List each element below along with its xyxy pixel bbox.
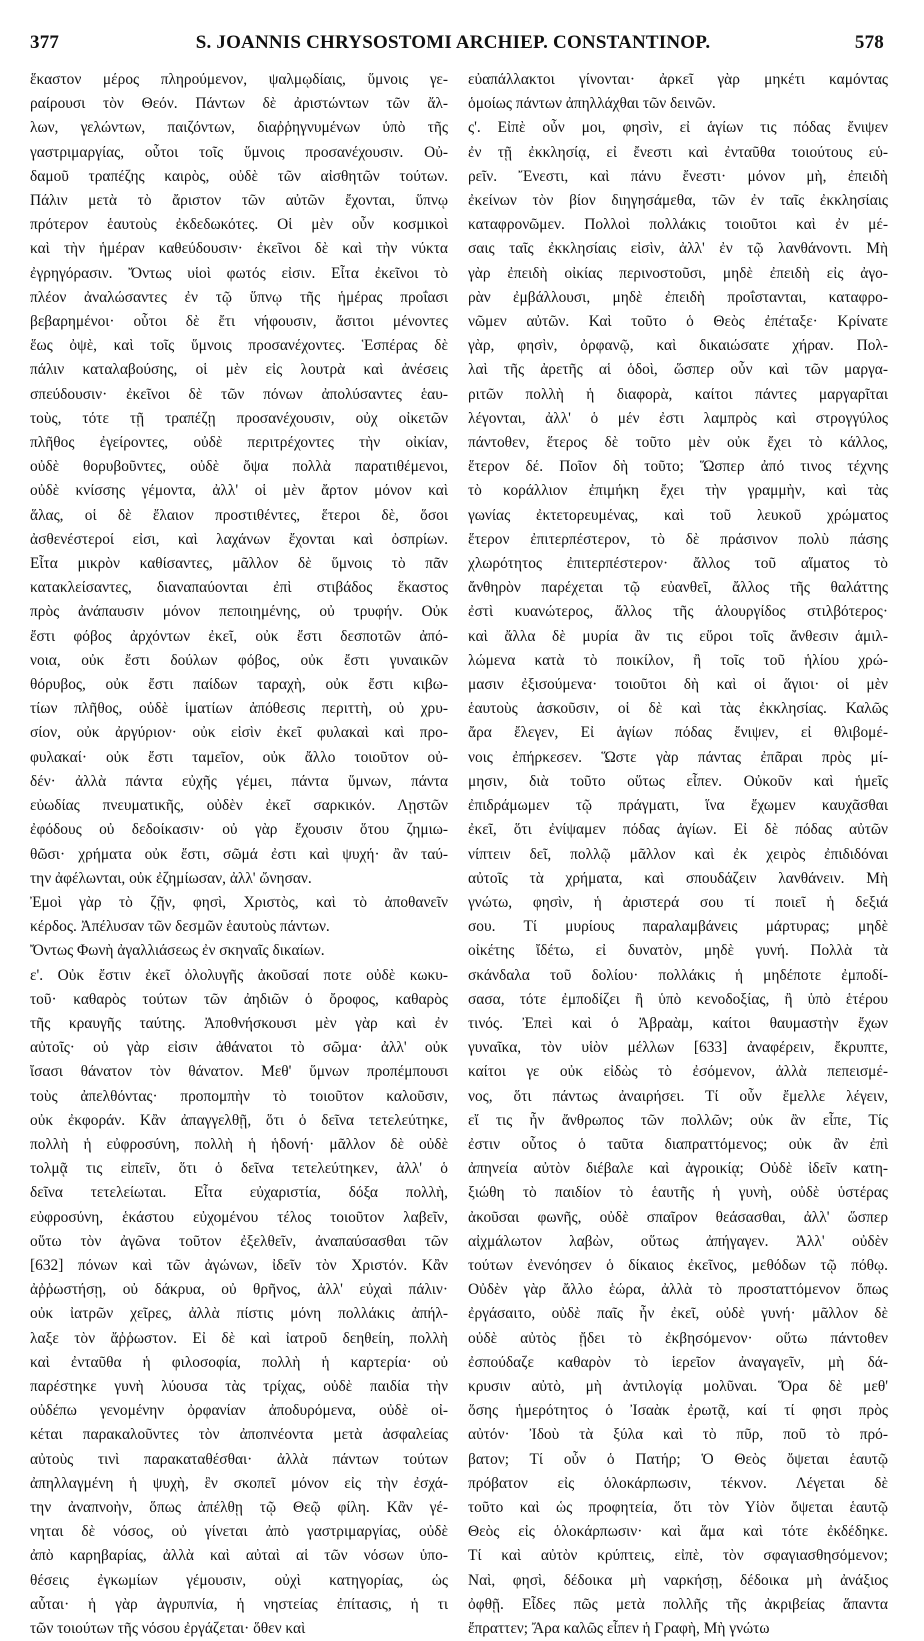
text-line: οὐκ ἐκφοράν. Κἂν ἀπαγγελθῇ, ὅτι ὁ δεῖνα τετελεύτηκε, (30, 1111, 448, 1129)
text-line: ἐστὶ κυανώτερος, ἄλλος τῆς ἁλουργίδος στιλβότερος· (468, 603, 888, 621)
text-line: γνώτω, φησὶν, ἡ ἀριστερά σου τί ποιεῖ ἡ δεξιά (468, 893, 888, 911)
text-line: δεῖνα τετελείωται. Εἶτα εὐχαριστία, δόξα πολλὴ, (30, 1184, 448, 1202)
text-line: τούτων ἐνενόησεν ὁ δίκαιος ἐκεῖνος, μεθόδων τῷ πόθῳ. (468, 1256, 888, 1274)
text-line: τοῦτο καὶ ὡς προφητεία, ὅτι τὸν Υἱὸν ὄψεται ἑαυτῷ (468, 1498, 888, 1516)
text-line: πρότερον ἑαυτοὺς ἐκδεδωκότες. Οἱ μὲν οὖν κοσμικοὶ (30, 216, 448, 234)
text-line: βατον; Τί οὖν ὁ Πατήρ; Ὁ Θεὸς ὄψεται ἑαυτῷ (468, 1450, 888, 1468)
running-title: S. JOANNIS CHRYSOSTOMI ARCHIEP. CONSTANTINOP. (195, 32, 711, 53)
text-line: σίον, οὐκ ἀργύριον· οὐκ εἰσὶν ἐκεῖ φυλακαὶ καὶ προ- (30, 724, 448, 742)
text-line: ἀπηνεία αὐτὸν διέβαλε καὶ ἀγροικίᾳ; Οὐδὲ ἰδεῖν κατη- (468, 1160, 888, 1178)
text-line: πρὸς ἀνάπαυσιν μόνον πεποιημένης, οὐ τρυφήν. Οὐκ (30, 603, 448, 621)
text-line: Οὐδὲν γὰρ ἄλλο ἑώρα, ἀλλὰ τὸ προσταττόμενον ὅπως (468, 1281, 888, 1299)
text-line: ἄρα ἔλεγεν, Εἰ ἁγίων πόδας ἔνιψεν, εἰ θλιβομέ- (468, 724, 888, 742)
text-line: ἕκαστον μέρος πληρούμενον, ψαλμῳδίαις, ὕμνοις γε- (30, 71, 448, 88)
text-line: καὶ ἐνταῦθα ἡ φιλοσοφία, πολλὴ ἡ καρτερία· οὐ (30, 1353, 448, 1371)
text-line: λαὶ τῆς ἀρετῆς αἱ ὁδοὶ, ὥσπερ οὖν καὶ τῶν μαργα- (468, 361, 888, 379)
text-line: Ναὶ, φησὶ, δέδοικα μὴ ναρκήσῃ, δέδοικα μὴ ἀνάξιος (468, 1571, 888, 1589)
text-line: ὅσης ἡμερότητος ὁ Ἰσαὰκ ἐρωτᾷ, καί τί φησι πρὸς (468, 1402, 888, 1420)
text-line: ε'. Οὐκ ἔστιν ἐκεῖ ὀλολυγῆς ἀκοῦσαί ποτε οὐδὲ κωκυ- (30, 966, 448, 984)
text-line: πρόβατον εἰς ὁλοκάρπωσιν, τέκνον. Λέγεται δὲ (468, 1474, 888, 1492)
text-line: κέρδος. Ἀπέλυσαν τῶν δεσμῶν ἑαυτοὺς πάντων. (30, 918, 330, 936)
text-line: ἴσασι θάνατον τὸν θάνατον. Μεθ' ὕμνων προπέμπουσι (30, 1063, 448, 1081)
text-line: ἔπραττεν; Ἄρα καλῶς εἶπεν ἡ Γραφὴ, Μὴ γνώτω (468, 1620, 770, 1637)
text-line: νοις ἐπήρκεσεν. Ὥστε γὰρ πάντας ἐπᾶραι πρὸς μί- (468, 748, 888, 766)
text-line: γυναῖκα, τὸν υἱὸν μέλλων [633] ἀναφέρειν, ἔκρυπτε, (468, 1039, 888, 1057)
text-line: νηται δὲ νόσος, οὐ γίνεται ἀπὸ γαστριμαργίας, οὐδὲ (30, 1523, 448, 1541)
text-line: νῶμεν αὐτῶν. Καὶ τοῦτο ὁ Θεὸς ἐπέταξε· Κρίνατε (468, 313, 888, 331)
text-line: ὁμοίως πάντων ἀπηλλάχθαι τῶν δεινῶν. (468, 95, 716, 113)
text-line: ξιώθη τὸ παιδίον τὸ ἑαυτῆς ἡ γυνὴ, οὐδὲ ὑστέρας (468, 1184, 888, 1202)
text-line: ἐν τῇ ἐκκλησίᾳ, εἰ ἔνεστι καὶ ἐνταῦθα τοιούτους εὑ- (468, 143, 888, 161)
text-line: ὀφθῇ. Εἶδες πῶς μετὰ πολλῆς τῆς ἀκριβείας ἅπαντα (468, 1595, 888, 1613)
text-line: λων, γελώντων, παιζόντων, διαῤῥηγνυμένων ὑπὸ τῆς (30, 119, 448, 137)
text-line: θόρυβος, οὐκ ἔστι παίδων ταραχὴ, οὐκ ἔστι κιβω- (30, 676, 448, 694)
text-line: ἐσπούδαζε καθαρὸν τὸ ἱερεῖον ἀναγαγεῖν, μὴ δά- (468, 1353, 888, 1371)
text-line: δαμοῦ τραπέζης καιρὸς, οὐδὲ τῶν αἰσθητῶν τούτων. (30, 167, 448, 185)
text-line: ἐπιδράμωμεν τῷ πράγματι, ἵνα ἔχωμεν καυχᾶσθαι (468, 797, 888, 815)
right-column (468, 68, 888, 1641)
text-line: οὐδὲ θορυβοῦντες, οὐδὲ ὄψα πολλὰ παρατιθέμενοι, (30, 458, 448, 476)
text-line: καὶ ἄλλα δὲ μυρία ἂν τις εὕροι τοῖς ἄνθεσιν ἁμιλ- (468, 627, 888, 645)
text-line: Ὄντως Φωνὴ ἀγαλλιάσεως ἐν σκηναῖς δικαίων. (30, 942, 325, 960)
text-line: σπεύδουσιν· ἐκεῖνοι δὲ τῶν πόνων ἀπολύσαντες ἑαυ- (30, 385, 448, 403)
text-line: εὐαπάλλακτοι γίνονται· ἀρκεῖ γὰρ μηκέτι καμόντας (468, 71, 888, 88)
text-line: Ἐμοὶ γὰρ τὸ ζῇν, φησὶ, Χριστὸς, καὶ τὸ ἀποθανεῖν (30, 893, 448, 911)
text-line: σασα, τότε ἐμποδίζει ἢ ὑπὸ κενοδοξίας, ἢ ὑπὸ ἑτέρου (468, 990, 888, 1008)
text-line: θῶσι· χρήματα οὐκ ἔστι, σῶμά ἐστι καὶ ψυχή· ἂν ταύ- (30, 845, 448, 863)
text-line: Εἶτα μικρὸν καθίσαντες, μᾶλλον δὲ ὕμνοις τὸ πᾶν (30, 555, 448, 573)
text-line: ἀσθενέστεροί εἰσι, καὶ λαχάνων ἔχονται καὶ ὀσπρίων. (30, 530, 448, 548)
text-line: γαστριμαργίας, οὗτοι τοῖς ὕμνοις προσανέχουσιν. Οὐ- (30, 143, 448, 161)
text-line: ἐστιν οὗτος ὁ ταῦτα διαπραττόμενος; οὐκ ἂν ἐπὶ (468, 1135, 888, 1153)
text-line: θέσεις ἐγκωμίων γέμουσιν, οὐχὶ κατηγορίας, ὡς (30, 1571, 448, 1589)
text-line: μησιν, διὰ τοῦτο οὕτως εἶπεν. Οὐκοῦν καὶ ἡμεῖς (468, 772, 888, 790)
text-line: ἕως ὀψὲ, καὶ τοῖς ὕμνοις προσανέχοντες. Ἑσπέρας δὲ (30, 337, 448, 355)
text-line: οὐδὲ αὐτὸς ᾔδει τὸ ἐκβησόμενον· οὕτω πάντοθεν (468, 1329, 888, 1347)
text-line: κρυσιν αὐτὸ, μὴ ἀντιλογίᾳ μολῦναι. Ὅρα δὲ μεθ' (468, 1377, 888, 1395)
text-line: ἐκεῖ, ὅτι ἐνίψαμεν πόδας ἁγίων. Εἰ δὲ πόδας αὐτῶν (468, 821, 888, 839)
text-line: ριτῶν πολλὴ ἡ διαφορὰ, καίτοι πάντες μαργαρῖται (468, 385, 888, 403)
text-line: ἅλας, οἱ δὲ ἔλαιον προστιθέντες, ἕτεροι δὲ, ὅσοι (30, 506, 448, 524)
text-line: τοὺς, τότε τῇ τραπέζῃ προσανέχουσιν, οὐχ οἰκετῶν (30, 409, 448, 427)
text-line: οὐδέπω γενομένην ὀρφανίαν ἀποδυρόμενα, οὐδὲ οἰ- (30, 1402, 448, 1420)
text-line: πάλιν καταλαβούσης, οἱ μὲν εἰς λουτρὰ καὶ ἀνέσεις (30, 361, 448, 379)
text-line: καὶ τὴν ἡμέραν καθεύδουσιν· ἐκεῖνοι δὲ καὶ τὴν νύκτα (30, 240, 448, 258)
text-line: αὐτοὺς τινὶ παρακαταθέσθαι· ἀλλὰ πάντων τούτων (30, 1450, 448, 1468)
text-line: αὐτοῖς· οὐ γὰρ εἰσιν ἀθάνατοι τὸ σῶμα· ἀλλ' οὐκ (30, 1039, 448, 1057)
left-page-number: 377 (30, 32, 60, 53)
text-line: γωνίας ἐκτετορευμένας, καὶ τοῦ λευκοῦ χρώματος (468, 506, 888, 524)
text-line: πολλὴ ἡ εὐφροσύνη, πολλὴ ἡ ἡδονή· μᾶλλον δὲ οὐδὲ (30, 1135, 448, 1153)
text-line: ἕτερον δέ. Ποῖον δὴ τοῦτο; Ὥσπερ ἀπό τινος τέχνης (468, 458, 888, 476)
text-line: τῆς κραυγῆς ταύτης. Ἀποθνήσκουσι μὲν γὰρ καὶ ἐν (30, 1014, 448, 1032)
text-line: αὗται· ἡ γὰρ ἀγρυπνία, ἡ νηστείας ἐπίτασις, ἡ τι (30, 1595, 448, 1613)
text-line: οὐκ ἰατρῶν χεῖρες, ἀλλὰ πίστις μόνη πολλάκις ἀπήλ- (30, 1305, 448, 1323)
text-line: λαξε τὸν ἄῤῥωστον. Εἰ δὲ καὶ ἰατροῦ δεηθείη, πολλὴ (30, 1329, 448, 1347)
text-line: ἀῤῥωστήσῃ, οὐ δάκρυα, οὐ θρῆνος, ἀλλ' εὐχαὶ πάλιν· (30, 1281, 448, 1299)
text-line: αὐτόν· Ἰδοὺ τὰ ξύλα καὶ τὸ πῦρ, ποῦ τὸ πρό- (468, 1426, 888, 1444)
text-line: πλῆθος ἐγείροντες, οὐδὲ περιτρέχοντες τὴν οἰκίαν, (30, 434, 448, 452)
text-line: οἰκέτης ἴδέτω, εἰ δυνατὸν, μηδὲ γυνή. Πολλὰ τὰ (468, 942, 888, 960)
text-line: τοὺς ἀπελθόντας· προπομπὴν τὸ τοιοῦτον καλοῦσιν, (30, 1087, 448, 1105)
text-line: ἐργάσαιτο, οὐδὲ παῖς ἦν ἐκεῖ, οὐδὲ γυνή· μᾶλλον δὲ (468, 1305, 888, 1323)
text-line: ἀπὸ καρηβαρίας, ἀλλὰ καὶ αὐταὶ αἱ τῶν νόσων ὑπο- (30, 1547, 448, 1565)
text-line: ς'. Εἰπὲ οὖν μοι, φησὶν, εἰ ἁγίων τις πόδας ἔνιψεν (468, 119, 888, 137)
text-line: την ἀναπνοὴν, ὅπως ἀπέλθῃ τῷ Θεῷ φίλη. Κἂν γέ- (30, 1498, 448, 1516)
text-line: τίων πλῆθος, οὐδὲ ἱματίων ἀπόθεσις περιττὴ, οὐ χρυ- (30, 700, 448, 718)
text-line: γὰρ ἐπειδὴ οἰκίας περινοστοῦσι, μηδὲ ἐπειδὴ εἰς ἀγο- (468, 264, 888, 282)
text-line: ἐφόδους οὐ δεδοίκασιν· οὐ γὰρ ἔχουσιν ὅτου ζημιω- (30, 821, 448, 839)
text-line: εὐφροσύνη, ἑκάστου εὐχομένου τέλος τοιοῦτον λαβεῖν, (30, 1208, 448, 1226)
text-line: κατακλείσαντες, διαναπαύονται ἐπὶ στιβάδος ἕκαστος (30, 579, 448, 597)
text-line: πάντοθεν, ἕτερος δὲ τοῦτο μὲν οὐκ ἔχει τὸ κάλλος, (468, 434, 888, 452)
text-line: ἑαυτοὺς ἀσκοῦσιν, οἱ δὲ καὶ τὰς ἐκκλησίας. Καλῶς (468, 700, 888, 718)
text-line: εὐωδίας πνευματικῆς, οὐδὲν ἐκεῖ σαρκικόν. Λῃστῶν (30, 797, 448, 815)
text-line: γὰρ, φησὶν, ὀρφανῷ, καὶ δικαιώσατε χήραν. Πολ- (468, 337, 888, 355)
text-line: ἐγρηγόρασιν. Ὄντως υἱοὶ φωτός εἰσιν. Εἶτα ἐκεῖνοι τὸ (30, 264, 448, 282)
text-line: τῶν τοιούτων τῆς νόσου ἐργάζεται· ὅθεν καὶ (30, 1620, 306, 1637)
text-line: ἔστι φόβος ἀρχόντων ἐκεῖ, οὐκ ἔστι δεσποτῶν ἀπό- (30, 627, 448, 645)
text-line: νος, ὅτι πάντως ἀναιρήσει. Τί οὖν ἔμελλε λέγειν, (468, 1087, 888, 1105)
text-line: κέται παρακαλοῦντες τὸν ἀποπνέοντα μετὰ ἀσφαλείας (30, 1426, 448, 1444)
text-line: νίπτειν δεῖ, πολλῷ μᾶλλον καὶ ἐκ χειρὸς ἐπιδιδόναι (468, 845, 888, 863)
text-line: [632] πόνων καὶ τῶν ἀγώνων, ἰδεῖν τὸν Χριστόν. Κἂν (30, 1256, 448, 1274)
text-line: αὐτοῖς τὰ χρήματα, καὶ σπουδάζειν λανθάνειν. Μὴ (468, 869, 888, 887)
text-line: τὸ κοράλλιον ἐπιμήκη ἔχει τὴν γραμμὴν, καὶ τὰς (468, 482, 888, 500)
text-line: πλέον ἀναλώσαντες ἐν τῷ ὕπνῳ τῆς ἡμέρας προΐασι (30, 288, 448, 306)
text-line: σκάνδαλα τοῦ δολίου· πολλάκις ἡ μηδέποτε ἐμποδί- (468, 966, 888, 984)
text-line: λέγονται, ἀλλ' ὁ μέν ἐστι λαμπρὸς καὶ στρογγύλος (468, 409, 888, 427)
text-line: σου. Τί μυρίους παραλαμβάνεις μάρτυρας; μηδὲ (468, 918, 888, 936)
right-page-number: 578 (854, 32, 884, 53)
text-line: ρεῖν. Ἔνεστι, καὶ πάνυ ἔνεστι· μόνον μὴ, ἐπειδὴ (468, 167, 888, 185)
text-line: δέν· ἀλλὰ πάντα εὐχῆς γέμει, πάντα ὕμνων, πάντα (30, 772, 448, 790)
text-line: εἴ τις ἦν ἄνθρωπος τῶν πολλῶν; οὐκ ἂν εἶπε, Τίς (468, 1111, 888, 1129)
text-line: Τί καὶ αὐτὸν κρύπτεις, εἰπὲ, τὸν σφαγιασθησόμενον; (468, 1547, 888, 1565)
text-line: βεβαρημένοι· οὗτοι δὲ ἔτι νήφουσιν, ἄσιτοι μένοντες (30, 313, 448, 331)
text-line: τολμᾷ τις εἰπεῖν, ὅτι ὁ δεῖνα τετελεύτηκεν, ἀλλ' ὁ (30, 1160, 448, 1178)
text-line: αἰχμάλωτον λαβὼν, οὕτως ἀπήγαγεν. Ἀλλ' οὐδὲν (468, 1232, 888, 1250)
text-line: καταφρονῶμεν. Πολλοὶ πολλάκις τοιοῦτοι καὶ ἐν μέ- (468, 216, 888, 234)
running-header (30, 32, 884, 60)
text-line: οὕτω τὸν ἀγῶνα τοῦτον ἐξελθεῖν, ἀναπαύσασθαι τῶν (30, 1232, 448, 1250)
text-line: ραίρουσι τὸν Θεόν. Πάντων δὲ ἀριστώντων τῶν ἄλ- (30, 95, 448, 113)
text-line: Θεὸς εἰς ὁλοκάρπωσιν· καὶ ἅμα καὶ τότε ἐκδέδηκε. (468, 1523, 888, 1541)
text-line: νοια, οὐκ ἔστι δούλων φόβος, οὐκ ἔστι γυναικῶν (30, 651, 448, 669)
text-line: καίτοι γε οὐκ εἰδὼς τὸ ἐσόμενον, ἀλλὰ πεπεισμέ- (468, 1063, 888, 1081)
text-line: ἐκείνων τὸν βίον διηγησάμεθα, τῶν ἐν ταῖς ἐκκλησίαις (468, 192, 888, 210)
text-line: σαις ταῖς ἐκκλησίαις εἰσὶν, ἀλλ' ἐν τῷ λανθάνοντι. Μὴ (468, 240, 888, 258)
text-line: Πάλιν μετὰ τὸ ἄριστον τῶν αὐτῶν ἔχονται, ὕπνῳ (30, 192, 448, 210)
text-line: ἀκοῦσαι φωνῆς, οὐδὲ σπαῖρον θεάσασθαι, ἀλλ' ὥσπερ (468, 1208, 888, 1226)
text-line: ἄνθηρὸν παρέχεται τῷ εὐανθεῖ, ἄλλος τῆς θαλάττης (468, 579, 888, 597)
text-line: ρὰν ἐμβάλλουσι, μηδὲ ἐπειδὴ προΐστανται, καταφρο- (468, 288, 888, 306)
text-line: οὐδὲ κνίσσης γέμοντα, ἀλλ' οἱ μὲν ἄρτον μόνον καὶ (30, 482, 448, 500)
text-line: ἕτερον ἐπιτερπέστερον, τὸ δὲ πράσινον πολὺ πάσης (468, 530, 888, 548)
text-line: μασιν ἐξισούμενα· τοιοῦτοι δὴ καὶ οἱ ἅγιοι· οἱ μὲν (468, 676, 888, 694)
text-line: παρέστηκε γυνὴ λύουσα τὰς τρίχας, οὐδὲ παιδία τὴν (30, 1377, 448, 1395)
text-line: χλωρότητος ἐπιτερπέστερον· ἄλλος τοῦ αἵματος τὸ (468, 555, 888, 573)
text-line: φυλακαί· οὐκ ἔστι ταμεῖον, οὐκ ἄλλο τοιοῦτον οὐ- (30, 748, 448, 766)
text-line: τοῦ· καθαρὸς τούτων τῶν ἀηδιῶν ὁ ὄροφος, καθαρὸς (30, 990, 448, 1008)
text-line: λώμενα κατὰ τὸ ποικίλον, ἢ τοῖς τοῦ ἡλίου χρώ- (468, 651, 888, 669)
text-line: ἀπηλλαγμένη ἡ ψυχὴ, ἓν σκοπεῖ μόνον εἰς τὴν ἐσχά- (30, 1474, 448, 1492)
left-column (30, 68, 448, 1641)
text-line: τινός. Ἐπεὶ καὶ ὁ Ἀβραὰμ, καίτοι θαυμαστὴν ἔχων (468, 1014, 888, 1032)
text-line: την ἀφέλωνται, οὐκ ἐζημίωσαν, ἀλλ' ὤνησαν. (30, 869, 312, 887)
